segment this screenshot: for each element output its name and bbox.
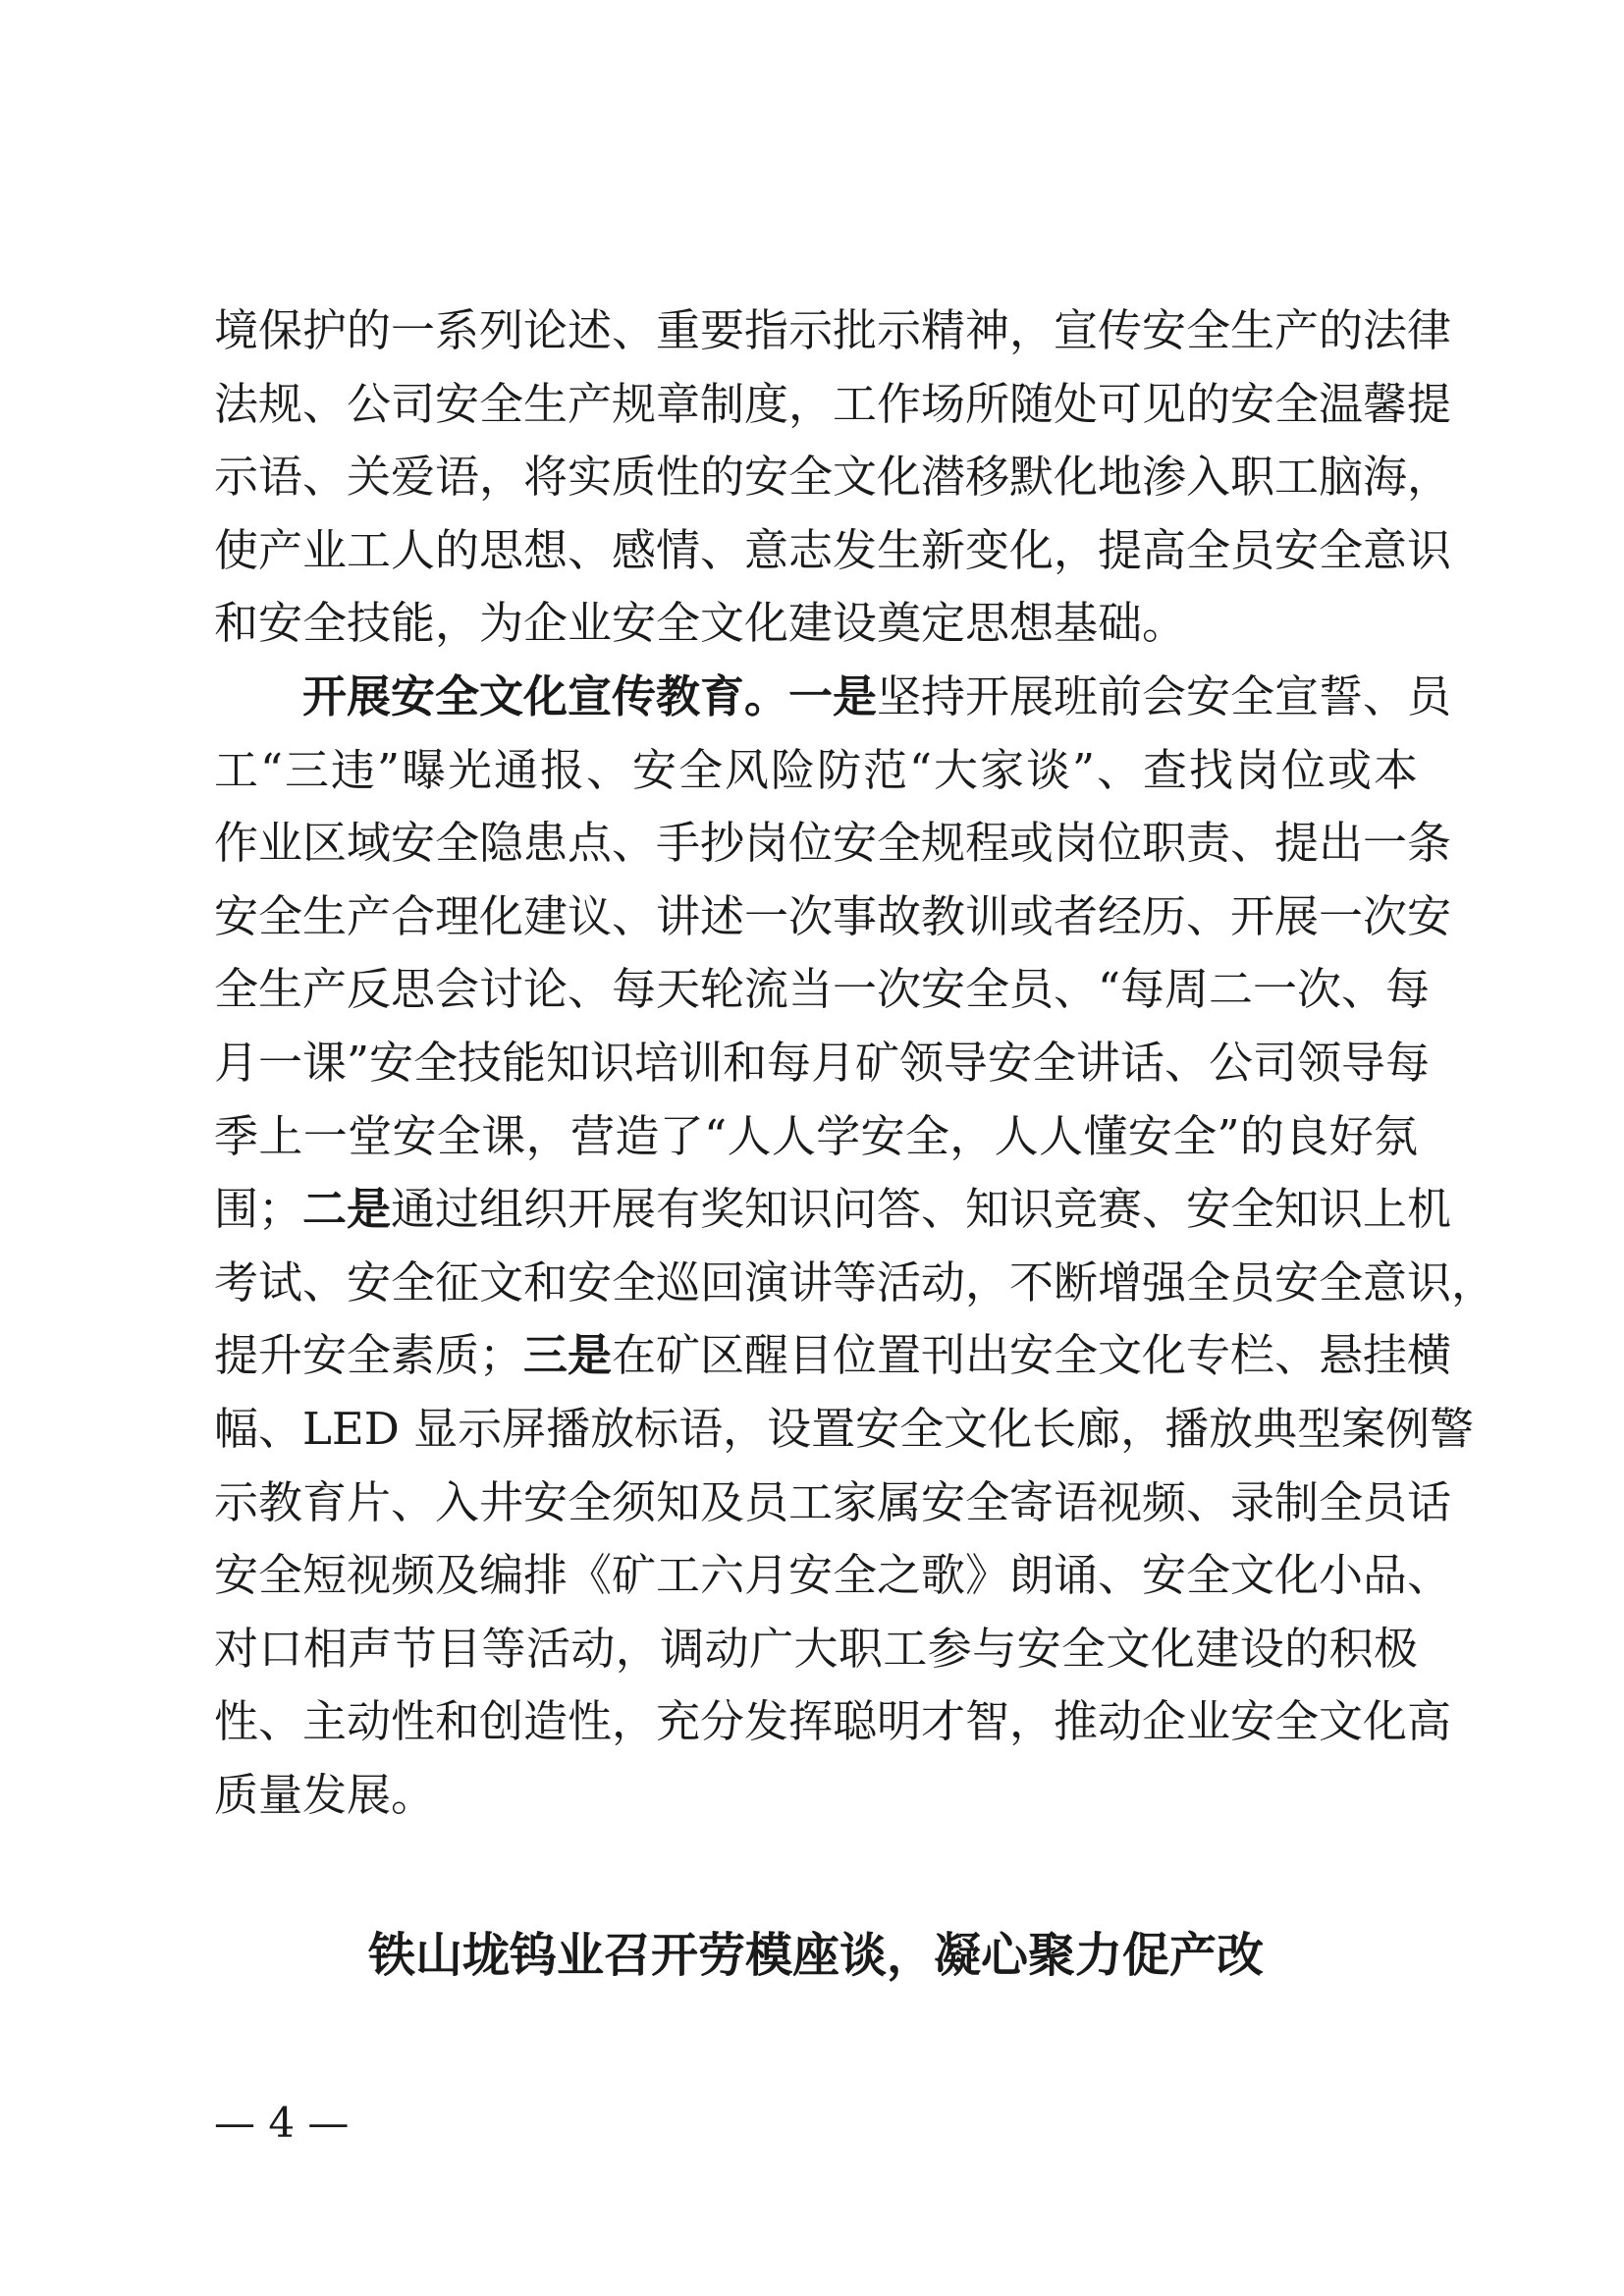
enumeration-marker: 二是 (302, 1183, 392, 1236)
paragraph-text: 围； (214, 1183, 303, 1236)
paragraph-line: 和安全技能，为企业安全文化建设奠定思想基础。 (214, 597, 1187, 650)
paragraph-line: 质量发展。 (214, 1768, 436, 1821)
enumeration-marker: 三是 (523, 1329, 613, 1382)
paragraph-text: 在矿区醒目位置刊出安全文化专栏、悬挂横 (612, 1329, 1452, 1382)
paragraph-heading: 开展安全文化宣传教育。 (302, 669, 789, 722)
section-title: 铁山垅钨业召开劳模座谈，凝心聚力促产改 (367, 1928, 1264, 1983)
paragraph-line: 安全短视频及编排《矿工六月安全之歌》朗诵、安全文化小品、 (214, 1549, 1452, 1602)
paragraph-line: 安全生产合理化建议、讲述一次事故教训或者经历、开展一次安 (214, 889, 1452, 942)
paragraph-line: 示教育片、入井安全须知及员工家属安全寄语视频、录制全员话 (214, 1475, 1452, 1528)
paragraph-line: 法规、公司安全生产规章制度，工作场所随处可见的安全温馨提 (214, 377, 1452, 430)
paragraph-line (214, 1173, 1452, 1247)
paragraph-line: 使产业工人的思想、感情、意志发生新变化，提高全员安全意识 (214, 523, 1452, 576)
body-text (214, 294, 1496, 1832)
enumeration-marker: 一是 (788, 669, 878, 722)
paragraph-line: 幅、LED 显示屏播放标语，设置安全文化长廊，播放典型案例警 (214, 1402, 1475, 1455)
paragraph-line: 工“三违”曝光通报、安全风险防范“大家谈”、查找岗位或本 (214, 743, 1418, 796)
paragraph-line (214, 1319, 1452, 1393)
paragraph-line: 月一课”安全技能知识培训和每月矿领导安全讲话、公司领导每 (214, 1036, 1431, 1089)
paragraph-line: 性、主动性和创造性，充分发挥聪明才智，推动企业安全文化高 (214, 1695, 1452, 1748)
paragraph-line: 全生产反思会讨论、每天轮流当一次安全员、“每周二一次、每 (214, 963, 1431, 1016)
paragraph-text: 通过组织开展有奖知识问答、知识竞赛、安全知识上机 (391, 1183, 1452, 1236)
paragraph-line: 季上一堂安全课，营造了“人人学安全，人人懂安全”的良好氛 (214, 1109, 1418, 1162)
paragraph-line: 考试、安全征文和安全巡回演讲等活动，不断增强全员安全意识， (214, 1255, 1496, 1308)
paragraph-first-line (214, 661, 1452, 734)
paragraph-line: 对口相声节目等活动，调动广大职工参与安全文化建设的积极 (214, 1622, 1418, 1675)
page-number: — 4 — (214, 2099, 350, 2147)
paragraph-text: 坚持开展班前会安全宣誓、员 (877, 669, 1452, 722)
paragraph-line: 境保护的一系列论述、重要指示批示精神，宣传安全生产的法律 (214, 304, 1452, 356)
paragraph-line: 作业区域安全隐患点、手抄岗位安全规程或岗位职责、提出一条 (214, 817, 1452, 870)
paragraph-line: 示语、关爱语，将实质性的安全文化潜移默化地渗入职工脑海， (214, 451, 1452, 504)
paragraph-text: 提升安全素质； (214, 1329, 524, 1382)
